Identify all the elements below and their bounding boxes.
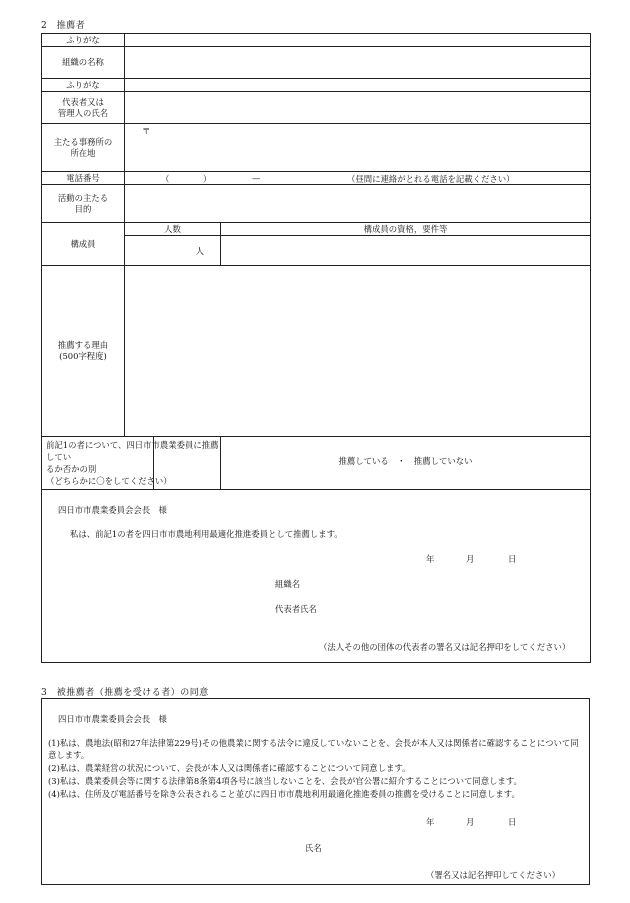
rep-name-label-line1: 代表者又は [62, 96, 104, 107]
declaration-note: （法人その他の団体の代表者の署名又は記名押印をしてください） [319, 642, 571, 652]
furigana-field-2[interactable] [125, 79, 591, 92]
declaration-addressee: 四日市市農業委員会会長 様 [58, 505, 167, 515]
phone-note: （昼間に連絡がとれる電話を記載ください） [347, 174, 515, 184]
consent-year: 年 [426, 817, 435, 827]
reason-field[interactable] [125, 266, 591, 437]
member-count-header: 人数 [125, 223, 221, 236]
recommender-form [41, 33, 591, 663]
recommend-answer-cell[interactable] [221, 437, 591, 490]
consent-day: 日 [508, 817, 517, 827]
office-label-line1: 主たる事務所の [53, 136, 113, 147]
reason-label [42, 266, 125, 437]
member-count-field[interactable] [125, 236, 221, 266]
purpose-label-line1: 活動の主たる [57, 192, 109, 203]
postal-mark: 〒 [142, 126, 151, 136]
section3-title: 3 被推薦者（推薦を受ける者）の同意 [41, 688, 209, 698]
consent-item-3: (3)私は、農業委員会等に関する法律第8条第4項各号に該当しないことを、会長が官公署に紹介することについて同意します。 [48, 776, 522, 786]
consent-month: 月 [466, 817, 475, 827]
declaration-cell [42, 490, 591, 663]
furigana-label-1: ふりがな [42, 34, 125, 47]
purpose-label-line2: 目的 [74, 203, 92, 214]
members-label: 構成員 [42, 223, 125, 266]
org-name-field[interactable] [125, 47, 591, 79]
consent-addressee: 四日市市農業委員会会長 様 [58, 714, 167, 724]
person-unit: 人 [195, 245, 204, 256]
declaration-body: 私は、前記1の者を四日市市農地利用最適化推進委員として推薦します。 [70, 529, 343, 539]
furigana-field-1[interactable] [125, 34, 591, 47]
member-qual-field[interactable] [221, 236, 591, 266]
purpose-field[interactable] [125, 185, 591, 223]
phone-dash: — [252, 173, 261, 183]
phone-paren-close: ） [203, 174, 212, 184]
declaration-org: 組織名 [275, 579, 301, 589]
member-qual-header: 構成員の資格，要件等 [221, 223, 591, 236]
rep-name-field[interactable] [125, 92, 591, 124]
declaration-year: 年 [426, 554, 435, 564]
phone-label: 電話番号 [42, 172, 125, 185]
office-field[interactable] [125, 124, 591, 172]
recommend-question-line2: るか否かの別 [46, 464, 97, 474]
declaration-rep: 代表者氏名 [275, 604, 317, 614]
consent-note: （署名又は記名押印してください） [426, 870, 560, 880]
office-label-line2: 所在地 [70, 147, 96, 158]
consent-name: 氏名 [305, 843, 322, 853]
declaration-day: 日 [508, 554, 517, 564]
purpose-label [42, 185, 125, 223]
furigana-label-2: ふりがな [42, 79, 125, 92]
recommend-question-cell [42, 437, 221, 490]
consent-box [41, 698, 590, 885]
consent-item-2: (2)私は、農業経営の状況について、会長が本人又は関係者に確認することについて同意します。 [48, 763, 411, 773]
rep-name-label [42, 92, 125, 124]
recommend-question-line1: 前記1の者について、四日市市農業委員に推薦してい [46, 440, 219, 462]
phone-paren-open: （ [161, 174, 170, 184]
office-label [42, 124, 125, 172]
rep-name-label-line2: 管理人の氏名 [57, 107, 109, 118]
declaration-month: 月 [466, 554, 475, 564]
recommend-answer: 推薦している ・ 推薦していない [338, 456, 473, 466]
recommend-question-line3: （どちらかに〇をしてください） [46, 476, 172, 486]
consent-item-1: (1)私は、農地法(昭和27年法律第229号)その他農業に関する法令に違反していないことを、会長が本人又は関係者に確認することについて同意します。 [48, 738, 579, 760]
consent-item-4: (4)私は、住所及び電話番号を除き公表されること並びに四日市市農地利用最適化推進委員の推薦を受けることに同意します。 [48, 789, 520, 799]
phone-field[interactable] [125, 172, 591, 185]
org-name-label: 組織の名称 [42, 47, 125, 79]
section2-title: 2 推薦者 [41, 21, 86, 31]
reason-label-line1: 推薦する理由 [57, 340, 109, 350]
reason-label-line2: (500字程度) [59, 351, 107, 361]
